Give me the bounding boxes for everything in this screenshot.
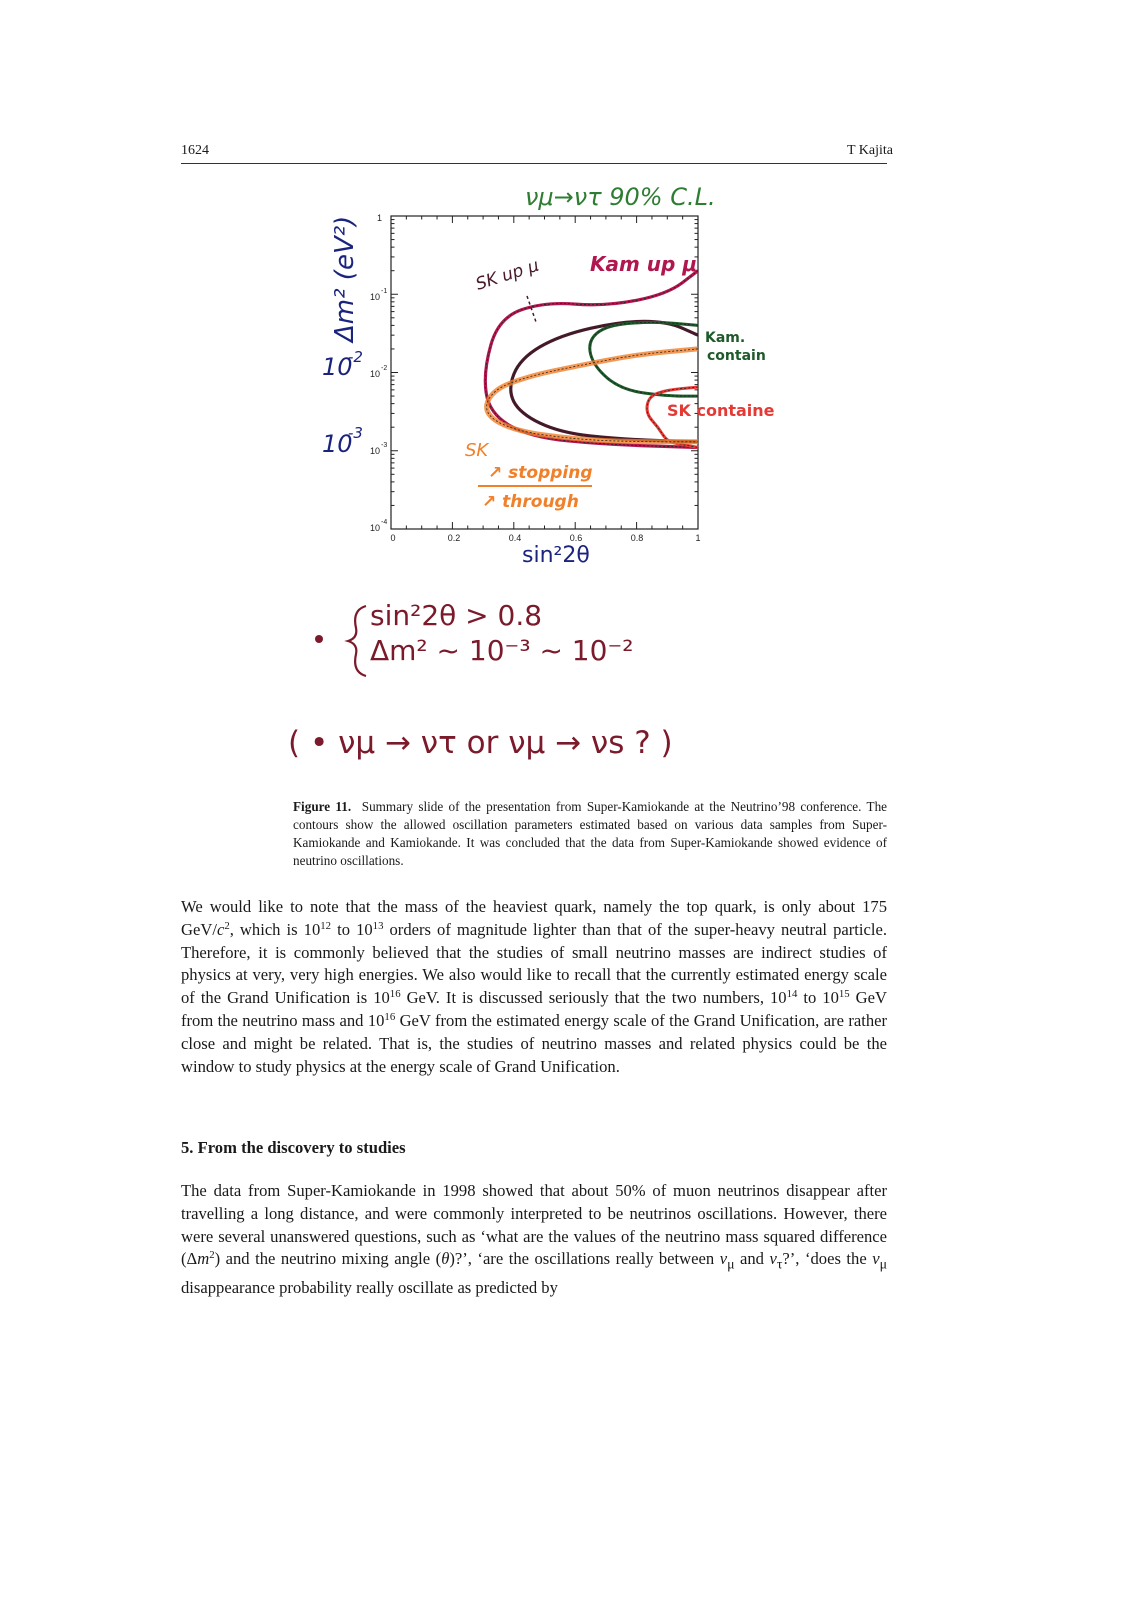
question-line: ( • νμ → ντ or νμ → νs ? ) bbox=[288, 725, 673, 761]
y-tick-label: 10 bbox=[370, 369, 381, 379]
label-kam-contain-line2: contain bbox=[707, 348, 766, 364]
x-tick-label: 0.4 bbox=[508, 533, 522, 543]
summary-line-2: Δm² ~ 10⁻³ ~ 10⁻² bbox=[370, 634, 634, 667]
label-stopping: ↗ stopping bbox=[488, 463, 593, 483]
y-tick-exponent: -1 bbox=[381, 288, 388, 295]
text-run: m bbox=[197, 1249, 210, 1269]
body-paragraph-1 bbox=[181, 896, 887, 1078]
text-run: θ bbox=[441, 1249, 450, 1269]
text-run: τ bbox=[776, 1256, 783, 1272]
body-paragraph-2 bbox=[181, 1180, 887, 1299]
text-run: GeV. It is discussed seriously that the two numbers, 10 bbox=[400, 988, 787, 1008]
x-tick-label: 0 bbox=[390, 533, 396, 543]
text-run: 2 bbox=[209, 1249, 215, 1262]
text-run: 14 bbox=[786, 988, 798, 1001]
y-tick-label: 1 bbox=[377, 213, 383, 223]
text-run: 12 bbox=[320, 919, 332, 932]
text-run: 13 bbox=[372, 919, 384, 932]
text-run: We would like to note that the mass of the heaviest quark, namely the top quark, is only about 175 GeV/ bbox=[181, 897, 887, 939]
text-run: 16 bbox=[384, 1011, 396, 1024]
text-run: μ bbox=[727, 1256, 735, 1272]
text-run: to 10 bbox=[797, 988, 839, 1008]
section-heading: 5. From the discovery to studies bbox=[181, 1138, 406, 1157]
x-tick-label: 0.6 bbox=[569, 533, 583, 543]
figure-11-slide bbox=[0, 0, 1130, 790]
text-run: 2 bbox=[224, 919, 230, 932]
label-sk-contained: SK containe bbox=[667, 401, 775, 420]
y-tick-exponent: -4 bbox=[381, 519, 388, 526]
label-kam-up-mu: Kam up μ bbox=[590, 252, 698, 276]
y-tick-label: 10 bbox=[370, 446, 381, 456]
text-run: GeV from the estimated energy scale of the Grand Unification, are rather close and might be related. That is, the studies of neutrino masses and related physics could be the window to study physics at the energy scale of Grand Unification. bbox=[181, 1010, 888, 1076]
y-tick-label: 10 bbox=[370, 292, 381, 302]
y-tick-exponent: -2 bbox=[381, 365, 388, 372]
text-run: disappearance probability really oscillate as predicted by bbox=[181, 1277, 558, 1297]
text-run: ?’, ‘does the bbox=[782, 1249, 873, 1269]
annotation-ten-minus-two: 10 bbox=[322, 353, 353, 381]
text-run: GeV from the neutrino mass and 10 bbox=[181, 988, 887, 1030]
text-run: ) and the neutrino mixing angle ( bbox=[214, 1249, 442, 1269]
text-run: ν bbox=[872, 1249, 880, 1269]
text-run: and bbox=[734, 1249, 770, 1269]
label-sk-stopping-sk: SK bbox=[465, 440, 489, 461]
page-number: 1624 bbox=[181, 143, 209, 158]
text-run: 15 bbox=[838, 988, 850, 1001]
y-tick-exponent: -3 bbox=[381, 442, 388, 449]
text-run: 16 bbox=[389, 988, 401, 1001]
x-axis-label: sin²2θ bbox=[522, 543, 590, 568]
figure-caption bbox=[293, 798, 887, 870]
x-tick-label: 1 bbox=[695, 533, 701, 543]
contour-sk-up bbox=[511, 321, 698, 441]
summary-brace bbox=[348, 606, 366, 676]
text-run: ν bbox=[719, 1249, 728, 1269]
text-run: c bbox=[216, 919, 225, 939]
text-run: ν bbox=[769, 1249, 777, 1269]
x-tick-label: 0.8 bbox=[630, 533, 644, 543]
label-kam-contain-line1: Kam. bbox=[705, 330, 746, 346]
running-head: T Kajita bbox=[846, 143, 893, 158]
y-axis-label: Δm² (eV²) bbox=[330, 215, 360, 342]
text-run: μ bbox=[879, 1256, 887, 1272]
text-run: )?’, ‘are the oscillations really between bbox=[449, 1249, 720, 1269]
annotation-exp-minus-two: -2 bbox=[348, 348, 363, 366]
annotation-exp-minus-three: -3 bbox=[348, 424, 363, 442]
text-run: to 10 bbox=[331, 919, 373, 939]
label-sk-up-mu: SK up μ bbox=[473, 255, 542, 295]
summary-line-1: sin²2θ > 0.8 bbox=[370, 599, 543, 632]
figure-title: νμ→ντ 90% C.L. bbox=[525, 183, 716, 211]
label-through: ↗ through bbox=[482, 492, 579, 512]
text-run: orders of magnitude lighter than that of the super-heavy neutral particle. Therefore, it is commonly believed that the studies of small neutrino masses are indirect studies of physics at very, very high energies. We also would like to recall that the currently estimated energy scale of the Grand Unification is 10 bbox=[181, 919, 887, 1008]
x-tick-label: 0.2 bbox=[447, 533, 461, 543]
caption-label: Figure 11. bbox=[293, 799, 352, 814]
annotation-ten-minus-three: 10 bbox=[322, 430, 353, 458]
text-run: The data from Super-Kamiokande in 1998 showed that about 50% of muon neutrinos disappear after travelling a long distance, and were commonly interpreted to be neutrinos oscillations. However, there were several unanswered questions, such as ‘what are the values of the neutrino mass squared difference (Δ bbox=[181, 1181, 887, 1269]
caption-text: Summary slide of the presentation from Super-Kamiokande at the Neutrino’98 conference. The contours show the allowed oscillation parameters estimated based on various data samples from Super-Kamiokande and Kamiokande. It was concluded that the data from Super-Kamiokande showed evidence of neutrino oscillations. bbox=[293, 799, 888, 868]
text-run: , which is 10 bbox=[229, 919, 321, 939]
y-tick-label: 10 bbox=[370, 523, 381, 533]
contour-group bbox=[485, 271, 698, 448]
summary-bullet bbox=[315, 635, 323, 643]
